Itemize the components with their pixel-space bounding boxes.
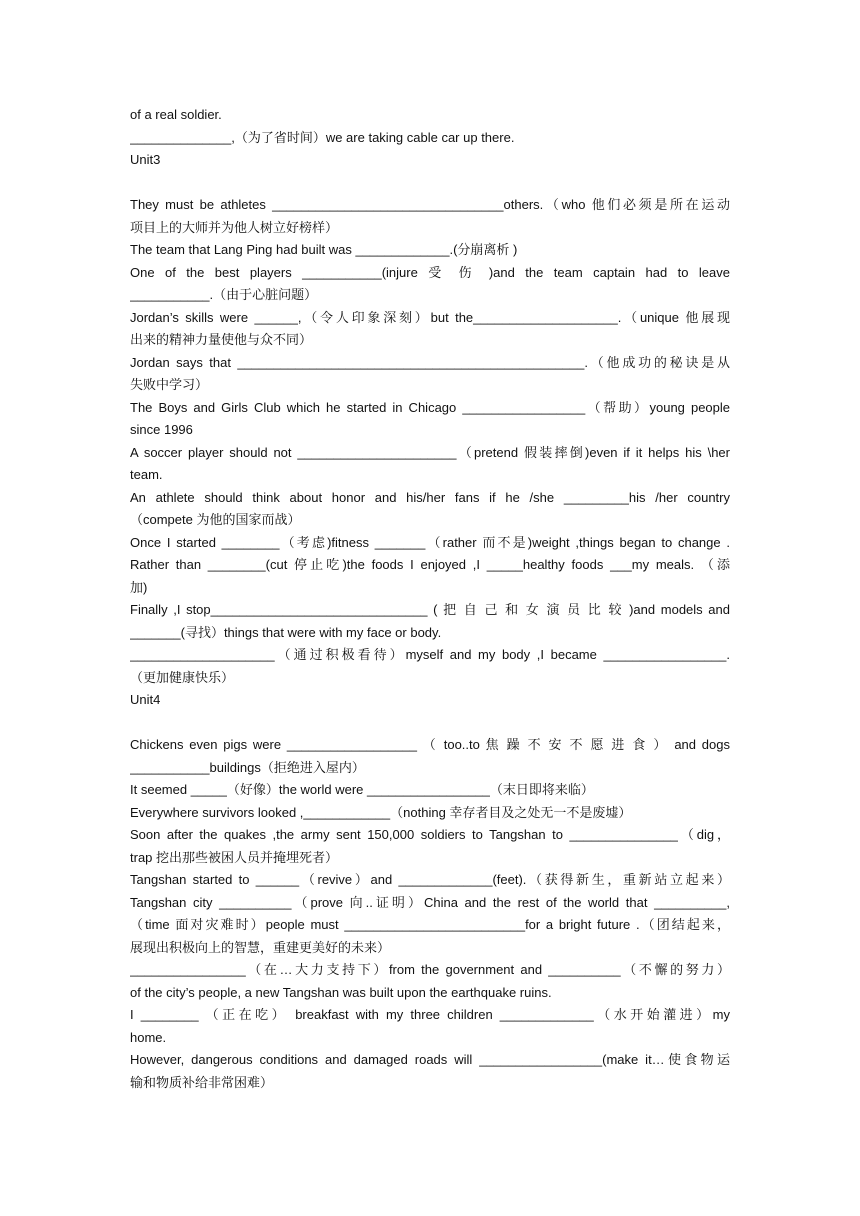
blank-line bbox=[130, 712, 730, 735]
document-page bbox=[130, 104, 730, 1094]
text-line: 失败中学习） bbox=[130, 377, 209, 392]
text-line: The team that Lang Ping had built was _____________.(分崩离析 ) bbox=[130, 242, 518, 257]
text-line: trap 挖出那些被困人员并掩埋死者） bbox=[130, 849, 339, 865]
text-line: （compete 为他的国家而战） bbox=[130, 512, 301, 527]
text-line: ____________________（通过积极看待）myself and my body ,I became _________________. bbox=[130, 647, 730, 662]
text-line: Tangshan started to ______（revive）and _____________(feet).（获得新生，重新站立起来） bbox=[130, 872, 730, 887]
text-line: Once I started ________（考虑)fitness _______（rather 而不是)weight ,things began to change . bbox=[130, 534, 730, 550]
text-line: Tangshan city __________（prove 向..证明）China and the rest of the world that __________, bbox=[130, 894, 730, 910]
text-line: （time 面对灾难时）people must _________________________for a bright future .（团结起来， bbox=[130, 917, 730, 932]
text-line: A soccer player should not ______________________（pretend 假装摔倒)even if it helps his \her bbox=[130, 444, 730, 460]
text-line: Everywhere survivors looked ,____________（nothing 幸存者目及之处无一不是废墟） bbox=[130, 804, 632, 820]
text-line: team. bbox=[130, 467, 163, 482]
section-heading-unit4: Unit4 bbox=[130, 692, 161, 707]
text-line: 输和物质补给非常困难） bbox=[130, 1074, 274, 1090]
text-line: _______(寻找）things that were with my face or body. bbox=[130, 624, 442, 640]
text-line: of the city’s people, a new Tangshan was built upon the earthquake ruins. bbox=[130, 984, 552, 1000]
text-line: However, dangerous conditions and damaged roads will _________________(make it…使食物运 bbox=[130, 1052, 730, 1067]
text-line: I ________ （正在吃） breakfast with my three children _____________（水开始灌进）my bbox=[130, 1007, 730, 1022]
text-line: Jordan’s skills were ______,（令人印象深刻）but the____________________.（unique 他展现 bbox=[130, 309, 730, 325]
text-line: 出来的精神力量使他与众不同） bbox=[130, 332, 313, 347]
text-line: Chickens even pigs were __________________ （ too..to 焦 躁 不 安 不 愿 进 食 ） and dogs bbox=[130, 737, 730, 752]
text-line: 展现出积极向上的智慧，重建更美好的未来） bbox=[130, 939, 391, 955]
blank-line bbox=[130, 172, 730, 195]
text-line: ___________buildings（拒绝进入屋内） bbox=[130, 759, 365, 775]
text-line: An athlete should think about honor and his/her fans if he /she _________his /her country bbox=[130, 489, 730, 505]
text-line: ________________（在…大力支持下）from the government and __________（不懈的努力） bbox=[130, 962, 730, 977]
text-line: of a real soldier. bbox=[130, 107, 222, 122]
section-heading-unit3: Unit3 bbox=[130, 152, 161, 167]
text-line: One of the best players ___________(injure 受 伤 )and the team captain had to leave bbox=[130, 264, 730, 280]
text-line: The Boys and Girls Club which he started in Chicago _________________（帮助）young people bbox=[130, 399, 730, 415]
text-line: They must be athletes ________________________________others.（who 他们必须是所在运动 bbox=[130, 197, 730, 212]
text-line: ______________,（为了省时间）we are taking cable car up there. bbox=[130, 129, 515, 145]
text-line: since 1996 bbox=[130, 422, 193, 437]
text-line: 项目上的大师并为他人树立好榜样） bbox=[130, 219, 339, 235]
text-line: Jordan says that ________________________________________________.（他成功的秘诀是从 bbox=[130, 354, 730, 370]
text-line: （更加健康快乐） bbox=[130, 669, 235, 685]
text-line: ___________.（由于心脏问题） bbox=[130, 287, 318, 302]
text-line: 加) bbox=[130, 579, 148, 595]
text-line: It seemed _____（好像）the world were _________________（末日即将来临） bbox=[130, 782, 594, 797]
text-line: home. bbox=[130, 1029, 167, 1045]
text-line: Rather than ________(cut 停止吃)the foods I enjoyed ,I _____healthy foods ___my meals. （添 bbox=[130, 557, 730, 572]
text-line: Soon after the quakes ,the army sent 150,000 soldiers to Tangshan to _______________（dig， bbox=[130, 827, 730, 842]
text-line: Finally ,I stop______________________________ ( 把 自 己 和 女 演 员 比 较 )and models and bbox=[130, 602, 730, 617]
